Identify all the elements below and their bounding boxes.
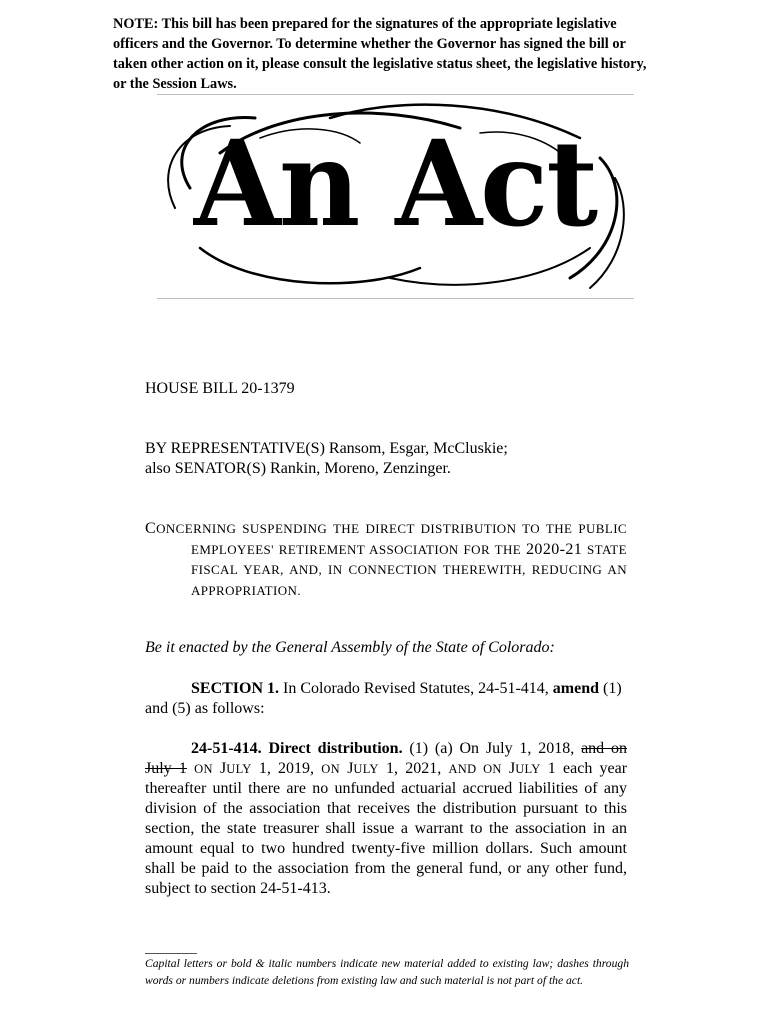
deleted-text: and on July 1: [145, 740, 628, 777]
footnote-legend: Capital letters or bold & italic numbers indicate new material added to existing law; dashes through words or numbers indicate deletions from existing law and such material is not part of the act.: [145, 957, 629, 987]
banner-bottom-rule: [157, 298, 634, 299]
statute-heading: 24-51-414. Direct distribution.: [191, 740, 403, 757]
footnote-rule: [145, 953, 197, 954]
concerning-line-1: CONCERNING SUSPENDING THE DIRECT DISTRIBUTION TO THE PUBLIC: [145, 520, 627, 537]
statute-24-51-414: 24-51-414. Direct distribution. (1) (a) On July 1, 2018, and on July 1 ON JULY 1, 2019, ON JULY 1, 2021, AND ON JULY 1 each year thereafter until there are no unfunded actuarial accrued liabilities of any division of the association that receives the distribution pursuant to this section, the state treasurer shall issue a warrant to the association in an amount equal to two hundred twenty-five million dollars. Such amount shall be paid to the association from the general fund, or any other fund, subject to section 24-51-413.: [145, 740, 628, 897]
concerning-line-3: FISCAL YEAR, AND, IN CONNECTION THEREWITH, REDUCING AN: [191, 562, 627, 577]
an-act-title: An Act: [193, 115, 597, 254]
bill-number: HOUSE BILL 20-1379: [145, 380, 295, 397]
enacting-clause: Be it enacted by the General Assembly of the State of Colorado:: [145, 639, 555, 656]
legislative-note: NOTE: This bill has been prepared for the signatures of the appropriate legislative officers and the Governor. To determine whether the Governor has signed the bill or taken other action on it, please consult the legislative status sheet, the legislative history, or the Session Laws.: [113, 16, 647, 92]
section-1: SECTION 1. In Colorado Revised Statutes, 24-51-414, amend (1) and (5) as follows:: [145, 680, 622, 717]
banner-top-rule: [157, 94, 634, 95]
sponsors-senators: also SENATOR(S) Rankin, Moreno, Zenzinger.: [145, 460, 451, 477]
bill-sponsors: [145, 439, 508, 479]
concerning-line-2: EMPLOYEES' RETIREMENT ASSOCIATION FOR THE 2020-21 STATE: [191, 540, 627, 558]
section-1-label: SECTION 1.: [191, 680, 280, 697]
bill-title-concerning: [145, 519, 627, 601]
an-act-banner: [160, 98, 630, 293]
concerning-line-4: APPROPRIATION.: [191, 582, 301, 598]
sponsors-representatives: BY REPRESENTATIVE(S) Ransom, Esgar, McCluskie;: [145, 440, 508, 457]
amend-keyword: amend: [552, 680, 600, 697]
